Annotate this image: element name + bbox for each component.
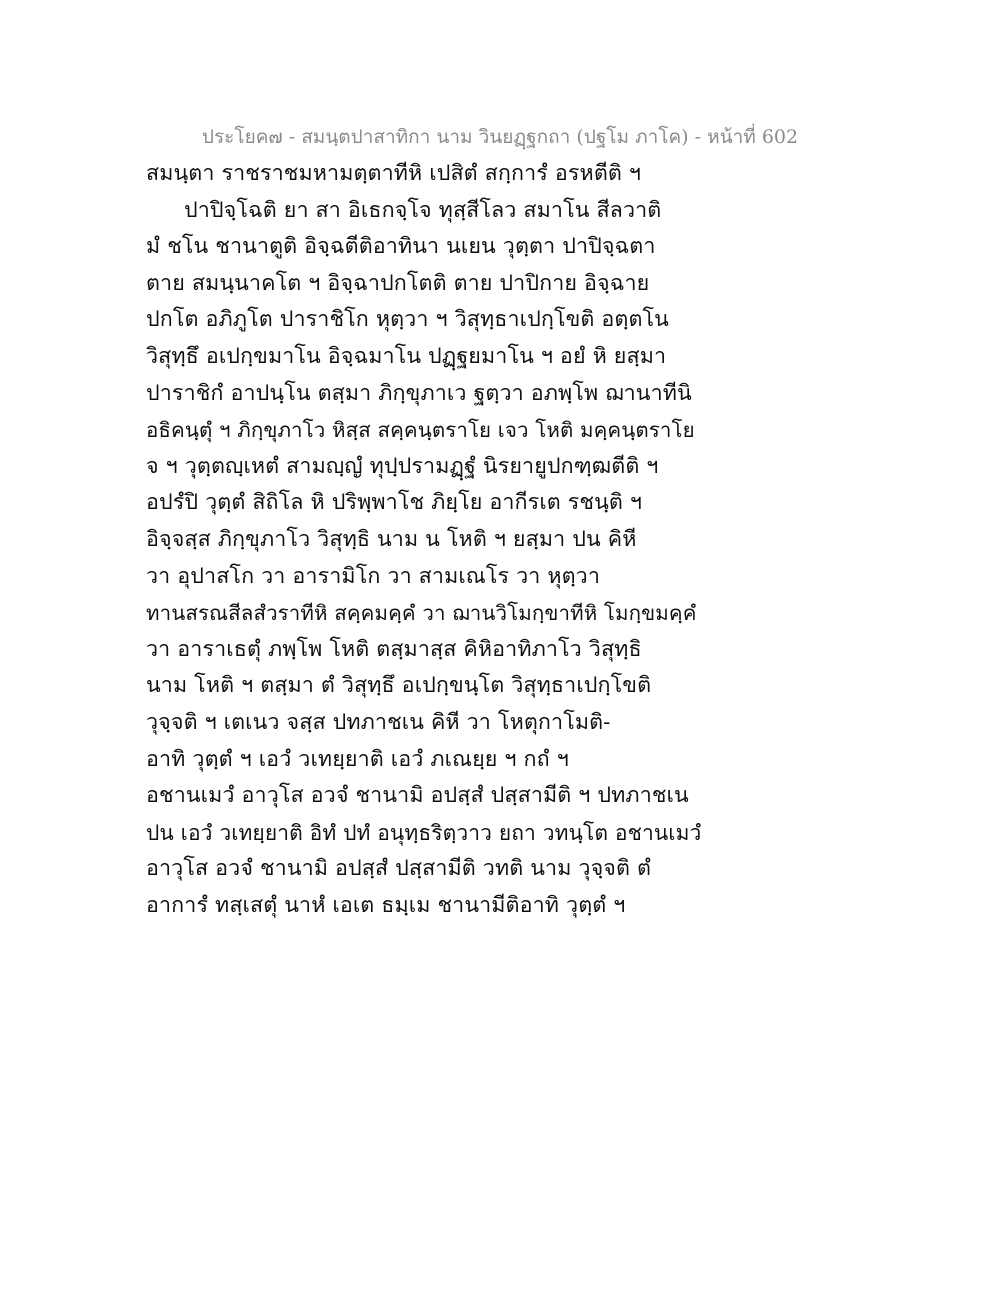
text-line: มํ ชโน ชานาตูติ อิจฺฉตีติอาทินา นเยน วุตฺตา ปาปิจฺฉตา — [146, 234, 656, 260]
text-line: ปาราชิกํ อาปนฺโน ตสฺมา ภิกฺขุภาเว ฐตฺวา อภพฺโพ ฌานาทีนิ — [146, 380, 692, 406]
text-line: อิจฺจสฺส ภิกฺขุภาโว วิสุทฺธิ นาม น โหติ ฯ ยสฺมา ปน คิหี — [146, 526, 637, 552]
text-line: อปรํปิ วุตฺตํ สิถิโล หิ ปริพฺพาโช ภิยฺโย อากีรเต รชนฺติ ฯ — [146, 490, 643, 516]
text-line: วา อาราเธตุํ ภพฺโพ โหติ ตสฺมาสฺส คิหิอาทิภาโว วิสุทฺธิ — [146, 636, 642, 662]
text-line: อชานเมวํ อาวุโส อวจํ ชานามิ อปสฺสํ ปสฺสามีติ ฯ ปทภาชเน — [146, 783, 689, 809]
running-header: ประโยค๗ - สมนฺตปาสาทิกา นาม วินยฏฺฐกถา (ปฐโม ภาโค) - หน้าที่ 602 — [201, 126, 799, 148]
text-line: ทานสรณสีลสํวราทีหิ สคฺคมคฺคํ วา ฌานวิโมกฺขาทีหิ โมกฺขมคฺคํ — [146, 601, 697, 626]
text-line: ปกโต อภิภูโต ปาราชิโก หุตฺวา ฯ วิสุทฺธาเปกฺโขติ อตฺตโน — [146, 307, 669, 333]
text-line: ปน เอวํ วเทยฺยาติ อิทํ ปทํ อนุทฺธริตฺวาว ยถา วทนฺโต อชานเมวํ — [146, 820, 702, 845]
text-line: อาวุโส อวจํ ชานามิ อปสฺสํ ปสฺสามีติ วทติ นาม วุจฺจติ ตํ — [146, 856, 652, 882]
text-line: นาม โหติ ฯ ตสฺมา ตํ วิสุทฺธึ อเปกฺขนฺโต วิสุทฺธาเปกฺโขติ — [146, 673, 652, 699]
paragraph-first-line: ปาปิจฺโฉติ ยา สา อิเธกจฺโจ ทุสฺสีโลว สมาโน สีลวาติ — [184, 197, 662, 223]
text-line: ตาย สมนฺนาคโต ฯ อิจฺฉาปกโตติ ตาย ปาปิกาย อิจฺฉาย — [146, 270, 650, 296]
text-line: วิสุทฺธึ อเปกฺขมาโน อิจฺฉมาโน ปฏฺฐยมาโน ฯ อยํ หิ ยสฺมา — [146, 343, 667, 369]
text-line: วุจฺจติ ฯ เตเนว จสฺส ปทภาชเน คิหี วา โหตุกาโมติ- — [146, 709, 611, 735]
text-line: อธิคนฺตุํ ฯ ภิกฺขุภาโว หิสฺส สคฺคนฺตราโย เจว โหติ มคฺคนฺตราโย — [146, 418, 695, 443]
text-line: วา อุปาสโก วา อารามิโก วา สามเณโร วา หุตฺวา — [146, 563, 601, 589]
text-line: อาการํ ทสฺเสตุํ นาหํ เอเต ธมฺเม ชานามีติอาทิ วุตฺตํ ฯ — [146, 892, 626, 918]
body-text — [146, 156, 706, 924]
text-line: จ ฯ วุตฺตญฺเหตํ สามญฺญํ ทุปฺปรามฏฺฐํ นิรยายูปกฑฺฒตีติ ฯ — [146, 453, 659, 479]
text-line: อาทิ วุตฺตํ ฯ เอวํ วเทยฺยาติ เอวํ ภเณยฺย ฯ กถํ ฯ — [146, 746, 569, 772]
text-line: สมนฺตา ราชราชมหามตฺตาทีหิ เปสิตํ สกฺการํ อรหตีติ ฯ — [146, 161, 642, 186]
